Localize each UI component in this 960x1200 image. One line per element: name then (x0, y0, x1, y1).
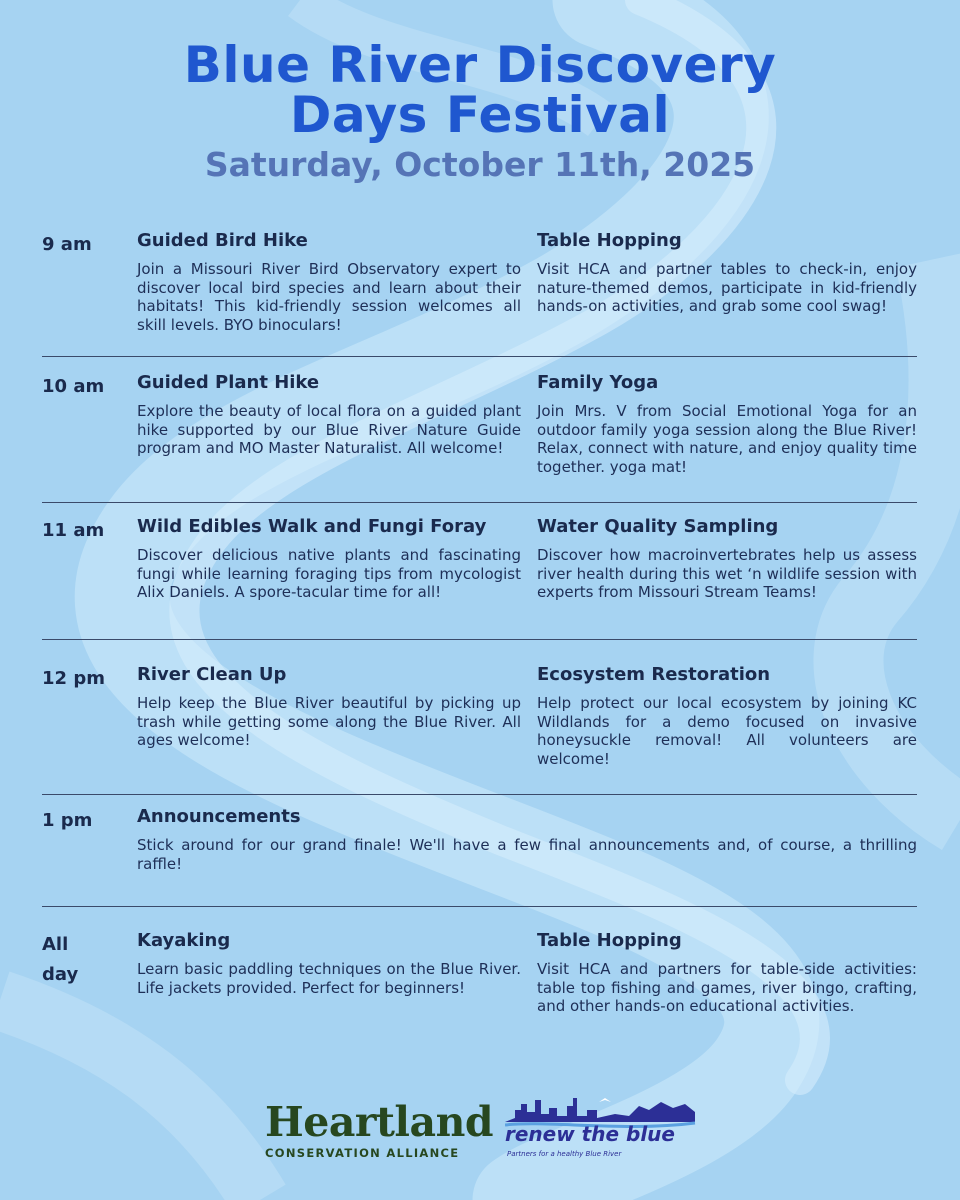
event-description: Learn basic paddling techniques on the Blue River. Life jackets provided. Perfect for beginners! (137, 960, 521, 997)
event-description: Help protect our local ecosystem by joining KC Wildlands for a demo focused on invasive honeysuckle removal! All volunteers are welcome! (537, 694, 917, 768)
event-description: Join a Missouri River Bird Observatory expert to discover local bird species and learn about their habitats! This kid-friendly session welcomes all skill levels. BYO binoculars! (137, 260, 521, 334)
event-title: Announcements (137, 806, 301, 827)
row-divider (42, 906, 917, 907)
time-label: 11 am (42, 520, 105, 541)
festival-title-line-1: Blue River Discovery (183, 36, 777, 94)
row-divider (42, 794, 917, 795)
event-block (137, 806, 917, 873)
event-block (137, 930, 521, 997)
time-label: 10 am (42, 376, 105, 397)
event-title: River Clean Up (137, 664, 287, 685)
event-description: Stick around for our grand finale! We'll have a few final announcements and, of course, a thrilling raffle! (137, 836, 917, 873)
event-title: Kayaking (137, 930, 231, 951)
event-title: Wild Edibles Walk and Fungi Foray (137, 516, 487, 537)
hca-logo-subtitle: CONSERVATION ALLIANCE (265, 1146, 460, 1160)
hca-logo-wordmark: Heartland (265, 1098, 494, 1146)
event-title: Guided Plant Hike (137, 372, 320, 393)
festival-title-line-2: Days Festival (289, 86, 671, 144)
event-description: Visit HCA and partner tables to check-in, enjoy nature-themed demos, participate in kid-friendly hands-on activities, and grab some cool swag! (537, 260, 917, 315)
event-description: Explore the beauty of local flora on a guided plant hike supported by our Blue River Nature Guide program and MO Master Naturalist. All welcome! (137, 402, 521, 457)
event-block (537, 372, 917, 476)
event-block (137, 664, 521, 750)
event-description: Help keep the Blue River beautiful by picking up trash while getting some along the Blue River. All ages welcome! (137, 694, 521, 749)
row-divider (42, 356, 917, 357)
rtb-logo-tagline: Partners for a healthy Blue River (507, 1150, 622, 1158)
rtb-logo-wordmark: renew the blue (505, 1122, 675, 1146)
event-description: Join Mrs. V from Social Emotional Yoga for an outdoor family yoga session along the Blue River! Relax, connect with nature, and enjoy quality time together. yoga mat! (537, 402, 917, 476)
event-block (137, 516, 521, 602)
row-divider (42, 502, 917, 503)
event-block (537, 930, 917, 1016)
event-title: Table Hopping (537, 230, 682, 251)
time-label: 9 am (42, 234, 92, 255)
event-description: Visit HCA and partners for table-side activities: table top fishing and games, river bingo, crafting, and other hands-on educational activities. (537, 960, 917, 1015)
renew-the-blue-logo (505, 1092, 705, 1162)
event-block (537, 230, 917, 316)
event-title: Table Hopping (537, 930, 682, 951)
time-label: 12 pm (42, 668, 105, 689)
event-block (137, 230, 521, 334)
event-title: Water Quality Sampling (537, 516, 779, 537)
event-block (537, 516, 917, 602)
time-label: All day (42, 934, 79, 985)
event-title: Ecosystem Restoration (537, 664, 771, 685)
row-divider (42, 639, 917, 640)
event-title: Family Yoga (537, 372, 659, 393)
heartland-conservation-alliance-logo (265, 1098, 494, 1166)
event-description: Discover delicious native plants and fascinating fungi while learning foraging tips from mycologist Alix Daniels. A spore-tacular time for all! (137, 546, 521, 601)
event-block (537, 664, 917, 768)
event-description: Discover how macroinvertebrates help us assess river health during this wet ‘n wildlife session with experts from Missouri Stream Teams! (537, 546, 917, 601)
time-label: 1 pm (42, 810, 93, 831)
festival-date: Saturday, October 11th, 2025 (204, 145, 756, 184)
event-block (137, 372, 521, 458)
event-title: Guided Bird Hike (137, 230, 308, 251)
